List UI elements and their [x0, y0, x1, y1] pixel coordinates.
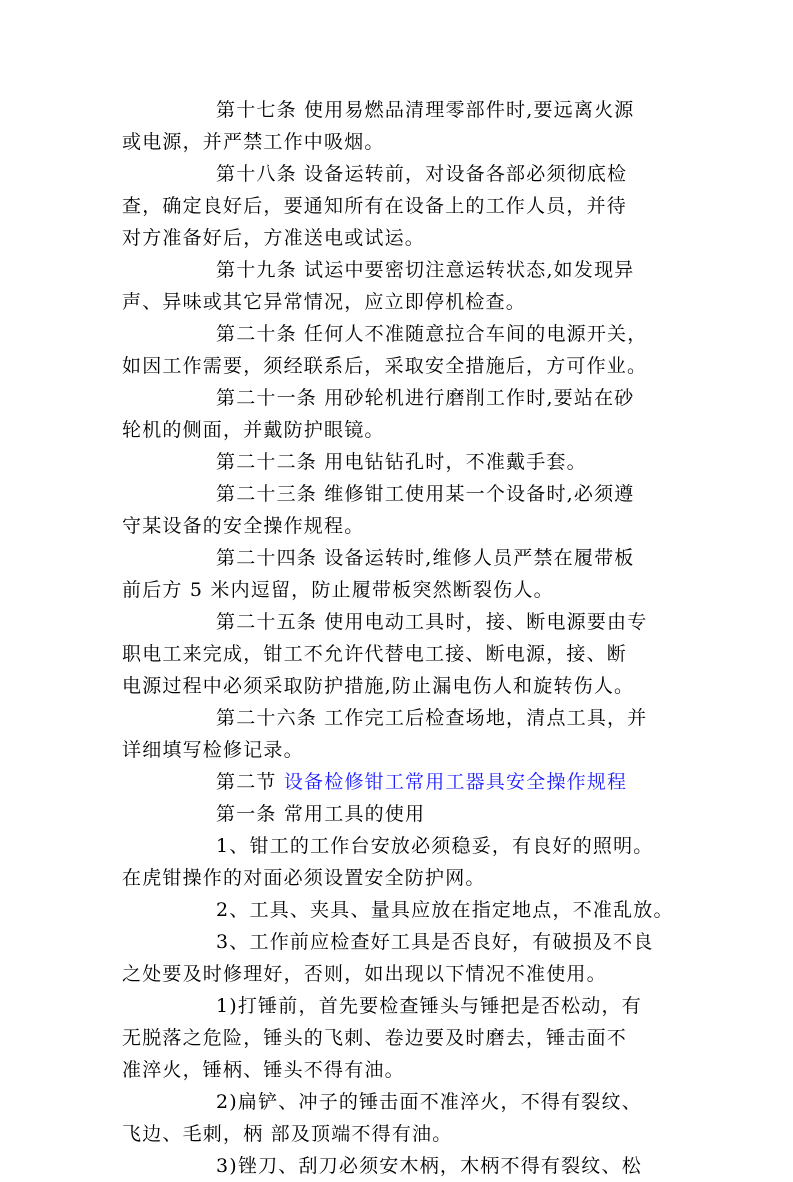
item-2	[122, 894, 674, 926]
section-label: 第二节	[216, 771, 277, 793]
section-title: 设备检修钳工常用工器具安全操作规程	[283, 771, 628, 793]
article-22	[122, 446, 662, 478]
text-line: 第二十条 任何人不准随意拉合车间的电源开关，	[216, 323, 648, 345]
text-line: 声、异味或其它异常情况，应立即停机检查。	[122, 291, 527, 313]
text-line: 第二十三条 维修钳工使用某一个设备时,必须遵	[216, 483, 635, 505]
text-line: 职电工来完成，钳工不允许代替电工接、断电源，接、断	[122, 643, 628, 665]
text-line: 之处要及时修理好，否则，如出现以下情况不准使用。	[122, 963, 607, 985]
text-line: 第二十四条 设备运转时,维修人员严禁在履带板	[216, 547, 635, 569]
text-line: 第十九条 试运中要密切注意运转状态,如发现异	[216, 259, 635, 281]
text-line: 准淬火，锤柄、锤头不得有油。	[122, 1059, 405, 1081]
article-23	[122, 478, 662, 542]
text-line: 如因工作需要，须经联系后，采取安全措施后，方可作业。	[122, 355, 648, 377]
text-line: 第一条 常用工具的使用	[216, 803, 426, 825]
article-20	[122, 318, 662, 382]
article-21	[122, 382, 662, 446]
text-line: 守某设备的安全操作规程。	[122, 515, 365, 537]
text-line: 无脱落之危险，锤头的飞刺、卷边要及时磨去，锤击面不	[122, 1027, 628, 1049]
clause-1	[122, 798, 662, 830]
text-line: 1、钳工的工作台安放必须稳妥，有良好的照明。	[216, 835, 654, 857]
text-line: 第二十二条 用电钻钻孔时，不准戴手套。	[216, 451, 587, 473]
subitem-1	[122, 990, 662, 1086]
article-24	[122, 542, 662, 606]
text-line: 第十八条 设备运转前，对设备各部必须彻底检	[216, 163, 628, 185]
item-3	[122, 926, 662, 990]
subitem-3	[122, 1150, 662, 1182]
text-line: 3、工作前应检查好工具是否良好，有破损及不良	[216, 931, 654, 953]
text-line: 前后方 5 米内逗留，防止履带板突然断裂伤人。	[122, 579, 554, 601]
text-line: 3)锉刀、刮刀必须安木柄，木柄不得有裂纹、松	[216, 1155, 642, 1177]
text-line: 1)打锤前，首先要检查锤头与锤把是否松动，有	[216, 995, 642, 1017]
text-line: 轮机的侧面，并戴防护眼镜。	[122, 419, 385, 441]
article-19	[122, 254, 662, 318]
text-line: 或电源，并严禁工作中吸烟。	[122, 131, 385, 153]
text-line: 第十七条 使用易燃品清理零部件时,要远离火源	[216, 99, 635, 121]
text-line: 在虎钳操作的对面必须设置安全防护网。	[122, 867, 486, 889]
article-25	[122, 606, 662, 702]
text-line: 2)扁铲、冲子的锤击面不准淬火，不得有裂纹、	[216, 1091, 642, 1113]
article-17	[122, 94, 662, 158]
text-line: 第二十一条 用砂轮机进行磨削工作时,要站在砂	[216, 387, 635, 409]
text-line: 电源过程中必须采取防护措施,防止漏电伤人和旋转伤人。	[122, 675, 635, 697]
text-line: 飞边、毛刺，柄 部及顶端不得有油。	[122, 1123, 453, 1145]
section-heading	[122, 766, 662, 798]
item-1	[122, 830, 662, 894]
text-line: 第二十五条 使用电动工具时，接、断电源要由专	[216, 611, 648, 633]
article-18	[122, 158, 662, 254]
text-line: 对方准备好后，方准送电或试运。	[122, 227, 426, 249]
document-body	[122, 94, 674, 1182]
text-line: 详细填写检修记录。	[122, 739, 304, 761]
text-line: 2、工具、夹具、量具应放在指定地点，不准乱放。	[216, 899, 674, 921]
text-line: 查，确定良好后，要通知所有在设备上的工作人员，并待	[122, 195, 628, 217]
article-26	[122, 702, 662, 766]
subitem-2	[122, 1086, 662, 1150]
text-line: 第二十六条 工作完工后检查场地，清点工具，并	[216, 707, 648, 729]
